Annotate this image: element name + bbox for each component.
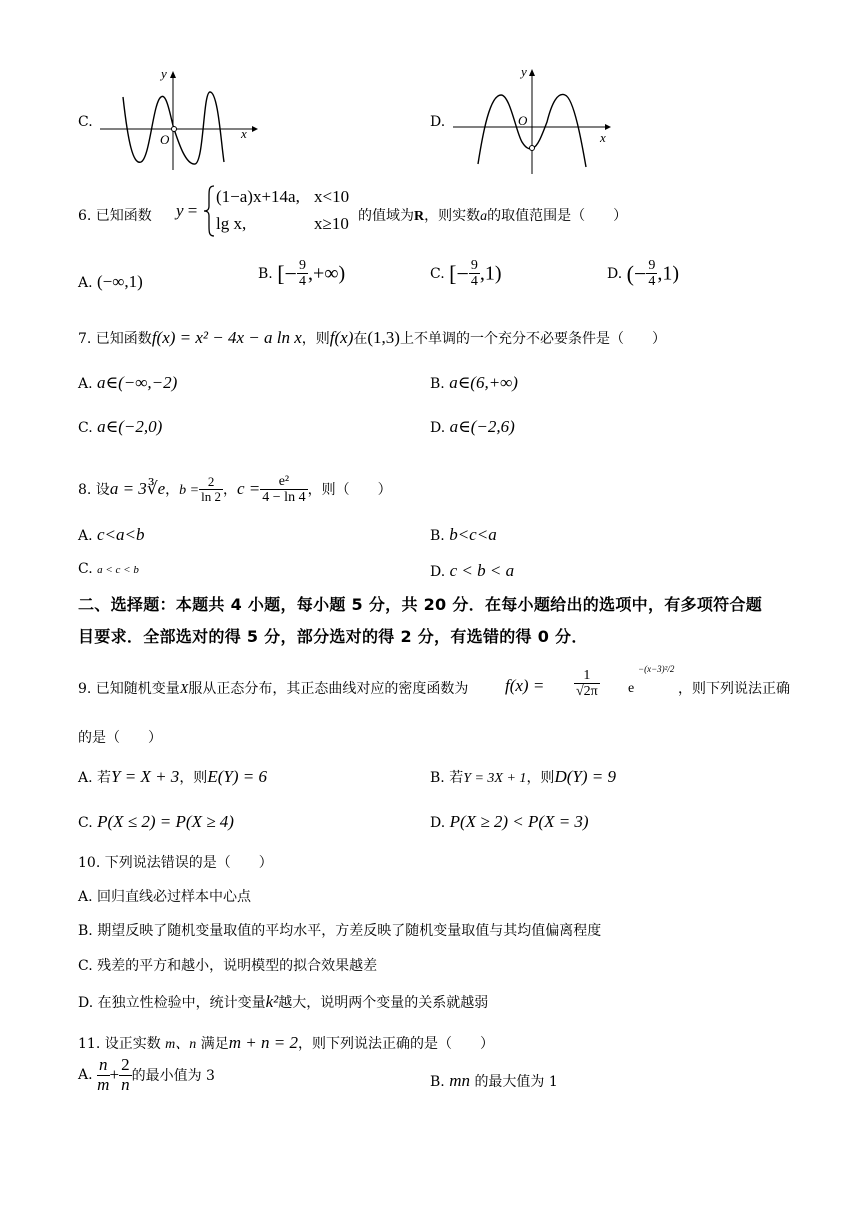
q6-option-a[interactable]: A. (−∞,1) [78, 272, 143, 291]
q6-cond1: x<10 [314, 187, 350, 206]
q9-option-c[interactable]: C. P(X ≤ 2) = P(X ≥ 4) [78, 812, 234, 831]
q10-option-a[interactable]: A. 回归直线必过样本中心点 [78, 889, 252, 905]
q9-exp-power: −(x−3)²/2 [638, 664, 675, 674]
q7-option-d[interactable]: D. a∈(−2,6) [430, 417, 515, 436]
graph-option-c [95, 62, 265, 172]
q7-option-c[interactable]: C. a∈(−2,0) [78, 417, 163, 436]
q6-option-c[interactable]: C. [− $\frac{9}{4}$ ,1) [430, 258, 502, 290]
axis-label-x: x [241, 126, 247, 141]
q8-option-c[interactable]: C. a < c < b [78, 561, 139, 577]
svg-text:y: y [521, 64, 527, 79]
svg-text:O: O [518, 113, 528, 128]
q11-option-a[interactable]: A. $\frac{n}{m}$ + $\frac{2}{n}$ 的最小值为 3 [78, 1055, 215, 1094]
q10-option-c[interactable]: C. 残差的平方和越小，说明模型的拟合效果越差 [78, 958, 378, 974]
q11-option-b[interactable]: B. mn 的最大值为 1 [430, 1071, 558, 1090]
q11-stem: 11. 设正实数 m、n 满足m + n = 2，则下列说法正确的是（ ） [78, 1033, 494, 1052]
q6-option-d[interactable]: D. (− $\frac{9}{4}$ ,1) [607, 258, 680, 290]
q10-stem: 10. 下列说法错误的是（ ） [78, 855, 273, 871]
q6-option-b[interactable]: B. [− $\frac{9}{4}$ ,+∞) [258, 258, 346, 290]
q7-stem: 7. 已知函数f(x) = x² − 4x − a ln x，则f(x)在(1,3)上不单调的一个充分不必要条件是（ ） [78, 328, 666, 347]
section2-line2: 目要求．全部选对的得 5 分，部分选对的得 2 分，有选错的得 0 分． [78, 627, 588, 646]
q9-option-d[interactable]: D. P(X ≥ 2) < P(X = 3) [430, 812, 589, 831]
q7-option-b[interactable]: B. a∈(6,+∞) [430, 373, 518, 392]
axis-label-y: y [161, 66, 167, 81]
q6-case1: (1−a)x+14a, [216, 187, 300, 206]
q8-stem: 8. 设a = 3∛e，b = $\frac{2}{\ln 2}$ ，c = $\frac{\text{e²}}{4 - \ln 4}$ ，则（ ） [78, 474, 392, 506]
svg-text:x: x [600, 130, 606, 145]
q6-case2: lg x, [216, 214, 247, 233]
origin-label: O [160, 132, 170, 147]
q9-stem-suffix: ，则下列说法正确 [678, 681, 790, 697]
q9-fraction: $\frac{1}{√2\pi}$ [576, 668, 598, 700]
q7-option-a[interactable]: A. a∈(−∞,−2) [78, 373, 178, 392]
q6-y-equals: y = [176, 201, 198, 220]
q9-option-b[interactable]: B. 若Y = 3X + 1，则D(Y) = 9 [430, 767, 616, 786]
q9-fx: f(x) = [505, 676, 545, 695]
q9-option-a[interactable]: A. 若Y = X + 3，则E(Y) = 6 [78, 767, 267, 786]
graph-option-d [448, 62, 618, 177]
q10-option-b[interactable]: B. 期望反映了随机变量取值的平均水平，方差反映了随机变量取值与其均值偏离程度 [78, 923, 602, 939]
option-label-d: D. [430, 114, 446, 130]
q6-stem-prefix: 6. 已知函数 [78, 208, 152, 224]
q9-exp-base: e [628, 681, 635, 696]
section2-line1: 二、选择题：本题共 4 小题，每小题 5 分，共 20 分．在每小题给出的选项中，有多项符合题 [78, 595, 763, 614]
q9-stem-line1: 9. 已知随机变量X服从正态分布，其正态曲线对应的密度函数为 [78, 681, 469, 697]
left-brace [202, 184, 216, 238]
q10-option-d[interactable]: D. 在独立性检验中，统计变量k²越大，说明两个变量的关系就越弱 [78, 992, 489, 1011]
q8-option-d[interactable]: D. c < b < a [430, 561, 515, 580]
q6-cond2: x≥10 [314, 214, 349, 233]
q8-option-a[interactable]: A. c<a<b [78, 525, 145, 544]
q8-option-b[interactable]: B. b<c<a [430, 525, 497, 544]
option-label-c: C. [78, 114, 93, 130]
q6-stem-suffix: 的值域为R，则实数a的取值范围是（ ） [358, 208, 628, 224]
q9-stem-line2: 的是（ ） [78, 730, 162, 746]
